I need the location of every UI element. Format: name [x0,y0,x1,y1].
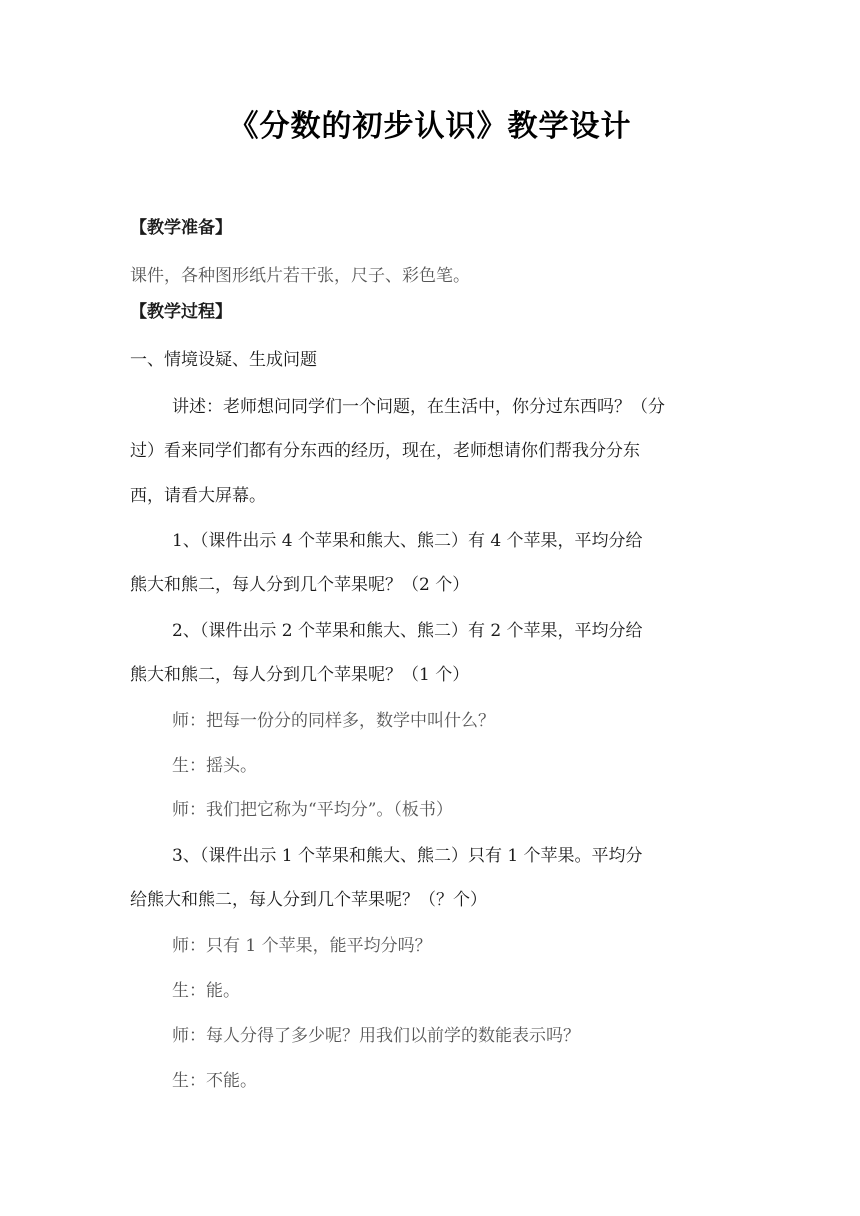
subsection-heading: 一、情境设疑、生成问题 [130,350,317,370]
dialogue-line: 师：每人分得了多少呢？用我们以前学的数能表示吗？ [172,1026,580,1046]
dialogue-line: 生：能。 [172,981,240,1001]
paragraph-line: 西，请看大屏幕。 [130,486,266,506]
dialogue-line: 生：摇头。 [172,756,257,776]
section-heading-preparation: 【教学准备】 [130,218,232,238]
paragraph-materials: 课件，各种图形纸片若干张，尺子、彩色笔。 [130,266,470,286]
dialogue-line: 师：我们把它称为“平均分”。（板书） [172,800,453,820]
paragraph-line: 熊大和熊二，每人分到几个苹果呢？（2 个） [130,575,470,595]
dialogue-line: 师：只有 1 个苹果，能平均分吗？ [172,936,432,956]
dialogue-line: 师：把每一份分的同样多，数学中叫什么？ [172,711,495,731]
paragraph-line: 2、（课件出示 2 个苹果和熊大、熊二）有 2 个苹果，平均分给 [172,621,643,641]
document-title: 《分数的初步认识》教学设计 [228,109,632,144]
dialogue-line: 生：不能。 [172,1071,257,1091]
paragraph-line: 讲述：老师想问同学们一个问题，在生活中，你分过东西吗？（分 [172,397,665,417]
paragraph-line: 3、（课件出示 1 个苹果和熊大、熊二）只有 1 个苹果。平均分 [172,846,643,866]
paragraph-line: 过）看来同学们都有分东西的经历，现在，老师想请你们帮我分分东 [130,441,640,461]
paragraph-line: 给熊大和熊二，每人分到几个苹果呢？（？个） [130,890,487,910]
paragraph-line: 熊大和熊二，每人分到几个苹果呢？（1 个） [130,665,470,685]
section-heading-process: 【教学过程】 [130,302,232,322]
paragraph-line: 1、（课件出示 4 个苹果和熊大、熊二）有 4 个苹果，平均分给 [172,531,643,551]
